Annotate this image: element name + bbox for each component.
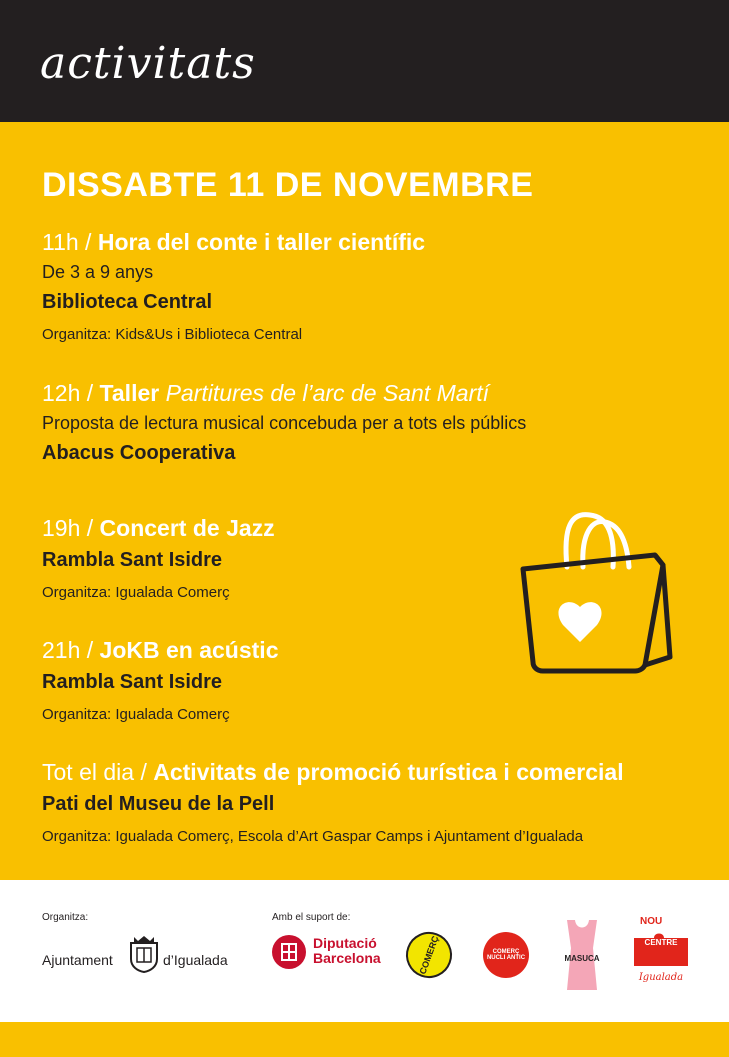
diputacio-text: Diputació Barcelona — [313, 935, 381, 966]
event-title — [42, 377, 722, 409]
event-item — [42, 377, 722, 469]
event-organizer: Organitza: Igualada Comerç — [42, 706, 230, 723]
event-time: 21h / — [42, 637, 100, 663]
brand-title: activitats — [40, 38, 256, 89]
nou-centre-logo — [630, 916, 692, 996]
event-name: Taller — [99, 380, 166, 406]
igualada-script-text: Igualada — [638, 972, 684, 983]
event-time: Tot el dia / — [42, 759, 154, 785]
igualada-text: d’Igualada — [163, 952, 228, 968]
event-item — [42, 756, 722, 852]
diputacio-logo-icon — [272, 935, 306, 969]
event-name: Concert de Jazz — [99, 515, 275, 541]
event-place: Abacus Cooperativa — [42, 442, 236, 464]
event-organizer: Organitza: Kids&Us i Biblioteca Central — [42, 326, 303, 343]
bottom-band — [0, 1022, 729, 1057]
date-title: DISSABTE 11 DE NOVEMBRE — [42, 166, 534, 204]
shopping-bag-icon — [505, 507, 675, 682]
nucli-antic-logo: COMERÇ NUCLI ANTIC — [483, 932, 529, 978]
event-place: Biblioteca Central — [42, 291, 213, 313]
event-place: Rambla Sant Isidre — [42, 671, 223, 693]
event-name: JoKB en acústic — [99, 637, 279, 663]
event-name-italic: Partitures de l’arc de Sant Martí — [165, 380, 490, 406]
puzzle-icon — [630, 930, 692, 970]
nou-text: NOU — [640, 916, 663, 927]
event-item — [42, 226, 722, 350]
header-bar — [0, 0, 729, 122]
main-panel — [0, 122, 729, 880]
masuca-logo — [563, 918, 601, 994]
event-name: Hora del conte i taller científic — [97, 229, 426, 255]
event-description: De 3 a 9 anys — [42, 262, 154, 282]
organizer-label: Organitza: — [42, 912, 89, 923]
masuca-text: MASUCA — [564, 954, 600, 963]
event-place: Pati del Museu de la Pell — [42, 793, 275, 815]
event-organizer: Organitza: Igualada Comerç — [42, 584, 230, 601]
event-title — [42, 226, 722, 258]
event-time: 11h / — [42, 229, 98, 255]
event-name: Activitats de promoció turística i comercial — [153, 759, 624, 785]
event-place: Rambla Sant Isidre — [42, 549, 223, 571]
sponsors-footer — [0, 880, 729, 1022]
igualada-crest-icon — [128, 935, 160, 973]
ajuntament-text: Ajuntament — [42, 952, 113, 968]
event-description: Proposta de lectura musical concebuda per a tots els públics — [42, 413, 527, 433]
event-title — [42, 756, 722, 788]
support-label: Amb el suport de: — [272, 912, 351, 923]
event-organizer: Organitza: Igualada Comerç, Escola d’Art Gaspar Camps i Ajuntament d’Igualada — [42, 828, 584, 845]
event-time: 19h / — [42, 515, 100, 541]
centre-text: CENTRE — [644, 938, 678, 947]
event-time: 12h / — [42, 380, 100, 406]
comerc-logo: COMERÇ — [400, 926, 459, 985]
